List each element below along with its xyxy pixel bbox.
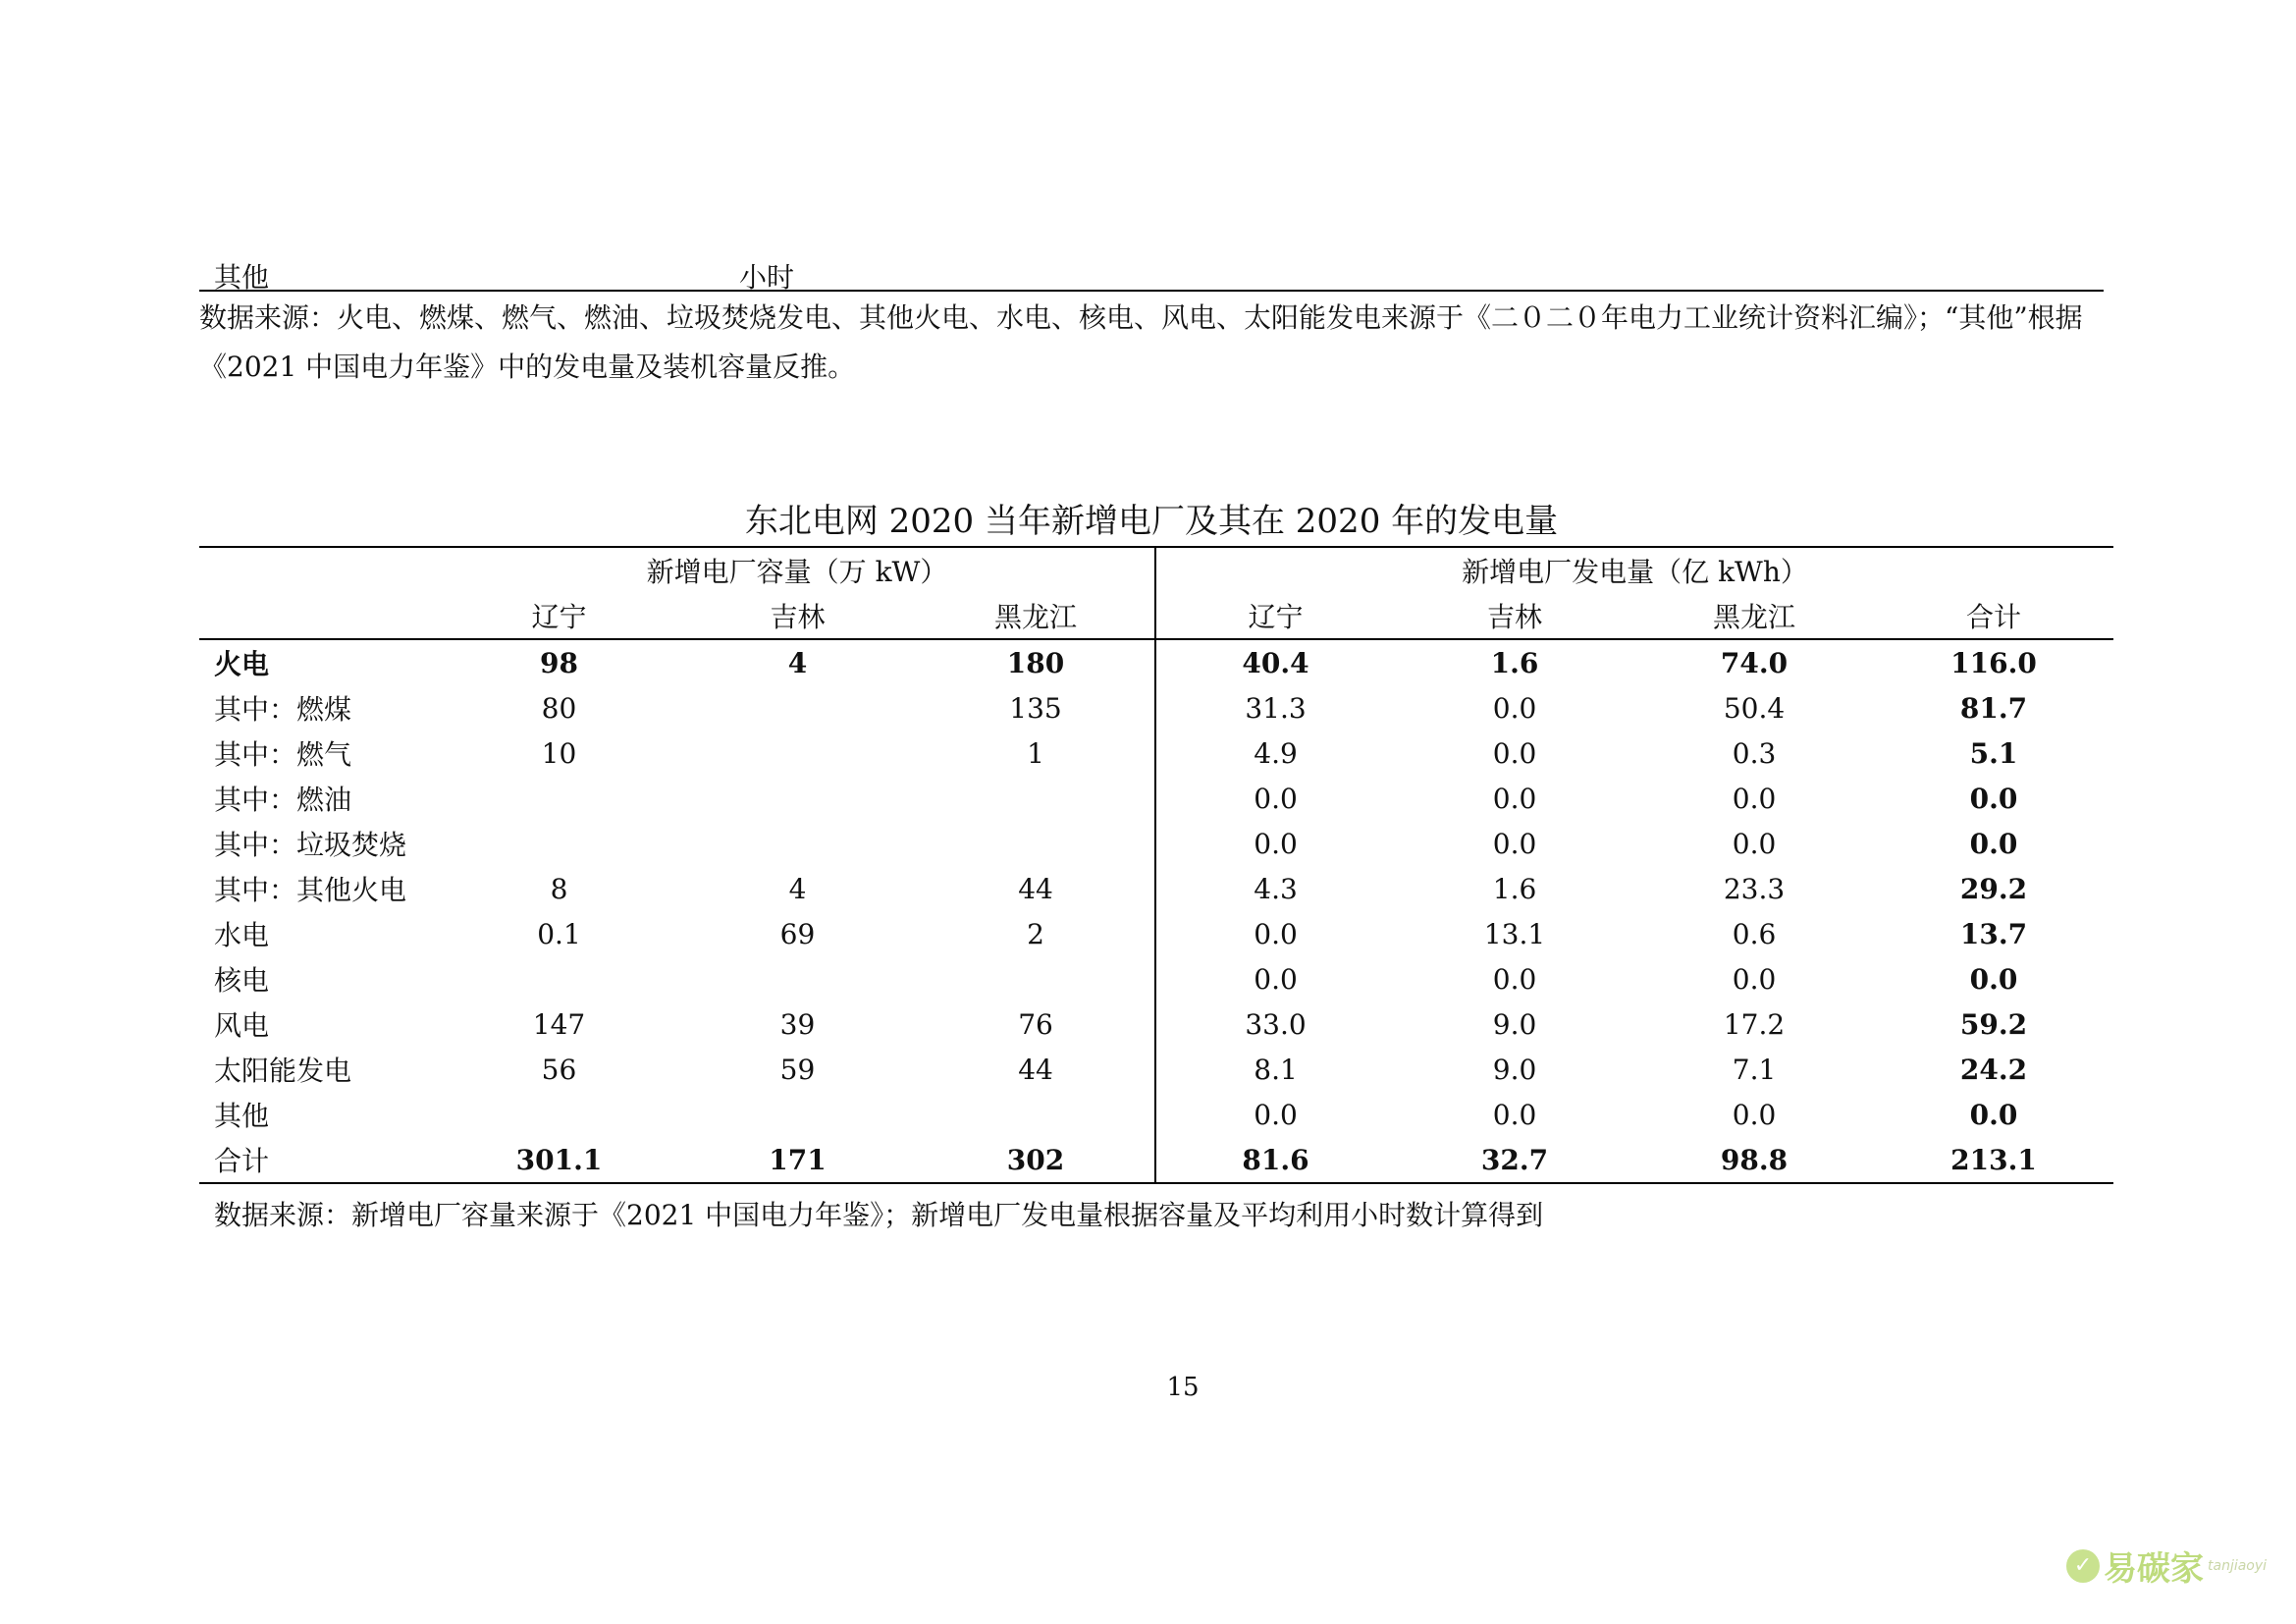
table-cell: 8 [550, 872, 568, 905]
table-cell: 5.1 [1969, 736, 2018, 770]
table-cell [440, 776, 678, 821]
table-cell: 8.1 [1155, 1047, 1395, 1092]
table-cell [440, 1092, 678, 1137]
group-header-capacity: 新增电厂容量（万 kW） [440, 547, 1155, 593]
column-header: 辽宁 [440, 593, 678, 639]
column-header: 吉林 [1395, 593, 1634, 639]
watermark-subtext: tanjiaoyi [2208, 1557, 2268, 1574]
column-header: 黑龙江 [1634, 593, 1874, 639]
table-cell: 29.2 [1959, 872, 2028, 905]
table-group-header-row [199, 547, 2113, 593]
data-table-wrapper [199, 546, 2104, 1184]
table-cell: 10 [541, 736, 577, 770]
continuation-unit: 小时 [739, 261, 795, 294]
table-row [199, 776, 2113, 821]
table-cell [678, 685, 917, 731]
table-cell [678, 956, 917, 1001]
table-cell [917, 821, 1155, 866]
row-label: 合计 [199, 1137, 440, 1183]
table-cell: 50.4 [1723, 691, 1786, 725]
table-cell: 0.0 [1492, 691, 1537, 725]
table-cell [917, 1092, 1155, 1137]
table-cell: 0.0 [1155, 956, 1395, 1001]
table-cell: 0.0 [1492, 736, 1537, 770]
table-cell: 0.0 [1732, 782, 1777, 815]
table-cell: 44 [1018, 872, 1053, 905]
table-cell: 74.0 [1720, 646, 1789, 679]
table-row [199, 1001, 2113, 1047]
table-cell: 0.0 [1492, 782, 1537, 815]
table-cell: 98.8 [1634, 1137, 1874, 1183]
table-cell: 2 [1027, 917, 1044, 950]
column-header: 黑龙江 [917, 593, 1155, 639]
table-cell: 13.7 [1959, 917, 2028, 950]
table-cell: 0.0 [1155, 911, 1395, 956]
table-cell [440, 956, 678, 1001]
row-label: 其中：燃气 [214, 738, 352, 771]
table-cell: 0.0 [1969, 1098, 2018, 1131]
table-cell: 0.0 [1155, 1092, 1395, 1137]
table-cell [678, 821, 917, 866]
table-cell: 1.6 [1492, 872, 1537, 905]
table-cell: 59.2 [1959, 1007, 2028, 1041]
table-row [199, 639, 2113, 685]
table-cell: 44 [1018, 1053, 1053, 1086]
table-column-header-row [199, 593, 2113, 639]
group-header-generation: 新增电厂发电量（亿 kWh） [1155, 547, 2113, 593]
table-row [199, 821, 2113, 866]
table-row [199, 1092, 2113, 1137]
row-label: 太阳能发电 [214, 1055, 352, 1087]
data-table [199, 546, 2113, 1184]
page-number: 15 [1166, 1373, 1200, 1402]
table-cell: 32.7 [1395, 1137, 1634, 1183]
table-cell: 4 [787, 646, 808, 679]
row-label: 风电 [214, 1009, 270, 1042]
source-note-bottom: 数据来源：新增电厂容量来源于《2021 中国电力年鉴》；新增电厂发电量根据容量及平均利用小时数计算得到 [214, 1199, 1544, 1231]
header-blank-cell [199, 593, 440, 639]
row-label: 其他 [214, 1100, 270, 1132]
table-cell: 98 [540, 646, 578, 679]
row-label: 水电 [214, 919, 270, 951]
table-cell: 0.1 [537, 917, 581, 950]
table-cell: 4.3 [1155, 866, 1395, 911]
table-cell: 0.0 [1155, 821, 1395, 866]
table-cell [917, 776, 1155, 821]
table-cell: 0.0 [1732, 962, 1777, 996]
table-cell [678, 731, 917, 776]
table-cell: 0.0 [1492, 1098, 1537, 1131]
table-row [199, 866, 2113, 911]
table-cell: 213.1 [1874, 1137, 2113, 1183]
source-note-top: 数据来源：火电、燃煤、燃气、燃油、垃圾焚烧发电、其他火电、水电、核电、风电、太阳能发电来源于《二０二０年电力工业统计资料汇编》；“其他”根据《2021 中国电力年鉴》中的发电量及装机容量反推。 [199, 301, 2083, 383]
table-cell: 0.0 [1969, 782, 2018, 815]
continuation-label: 其他 [214, 261, 270, 294]
table-cell: 4.9 [1155, 731, 1395, 776]
table-cell: 147 [532, 1007, 586, 1041]
table-cell: 171 [678, 1137, 917, 1183]
table-cell: 33.0 [1155, 1001, 1395, 1047]
table-cell: 0.0 [1732, 1098, 1777, 1131]
table-cell: 13.1 [1483, 917, 1546, 950]
table-cell [440, 821, 678, 866]
row-label: 核电 [214, 964, 270, 997]
table-row [199, 911, 2113, 956]
table-cell: 56 [541, 1053, 577, 1086]
column-header: 辽宁 [1155, 593, 1395, 639]
table-row [199, 731, 2113, 776]
table-cell: 9.0 [1492, 1007, 1537, 1041]
watermark-logo [2066, 1542, 2267, 1590]
column-header: 合计 [1874, 593, 2113, 639]
table-cell: 0.6 [1732, 917, 1777, 950]
table-cell: 0.0 [1492, 962, 1537, 996]
table-cell: 69 [779, 917, 816, 950]
table-cell: 81.7 [1959, 691, 2028, 725]
table-cell: 23.3 [1723, 872, 1786, 905]
row-label: 其中：垃圾焚烧 [214, 829, 407, 861]
table-cell: 135 [1009, 691, 1062, 725]
continuation-row [199, 250, 2104, 292]
table-cell: 76 [1018, 1007, 1053, 1041]
table-row [199, 1137, 2113, 1183]
watermark-text: 易碳家 [2104, 1549, 2204, 1589]
table-cell [917, 956, 1155, 1001]
table-cell: 31.3 [1155, 685, 1395, 731]
table-cell: 81.6 [1155, 1137, 1395, 1183]
table-cell: 1 [1027, 736, 1044, 770]
table-title: 东北电网 2020 当年新增电厂及其在 2020 年的发电量 [744, 502, 1559, 541]
table-row [199, 685, 2113, 731]
table-cell: 0.0 [1732, 827, 1777, 860]
table-cell: 7.1 [1732, 1053, 1777, 1086]
table-cell: 180 [1006, 646, 1065, 679]
table-cell: 39 [779, 1007, 816, 1041]
table-cell: 0.3 [1732, 736, 1777, 770]
table-cell: 24.2 [1959, 1053, 2028, 1086]
table-cell: 17.2 [1723, 1007, 1786, 1041]
row-label: 火电 [214, 648, 270, 680]
table-cell: 40.4 [1155, 639, 1395, 685]
leaf-check-icon: ✓ [2066, 1549, 2100, 1583]
table-cell: 0.0 [1969, 827, 2018, 860]
table-cell: 1.6 [1490, 646, 1539, 679]
table-cell: 0.0 [1155, 776, 1395, 821]
table-cell: 301.1 [440, 1137, 678, 1183]
table-cell: 59 [779, 1053, 816, 1086]
table-cell: 9.0 [1492, 1053, 1537, 1086]
row-label: 其中：其他火电 [214, 874, 407, 906]
table-row [199, 956, 2113, 1001]
table-cell: 0.0 [1492, 827, 1537, 860]
table-body [199, 639, 2113, 1183]
table-cell [678, 1092, 917, 1137]
table-cell: 4 [788, 872, 807, 905]
table-cell: 0.0 [1969, 962, 2018, 996]
table-row [199, 1047, 2113, 1092]
table-cell [678, 776, 917, 821]
table-cell: 80 [541, 691, 577, 725]
header-blank-cell [199, 547, 440, 593]
row-label: 其中：燃煤 [214, 693, 352, 726]
column-header: 吉林 [678, 593, 917, 639]
table-cell: 116.0 [1950, 646, 2037, 679]
row-label: 其中：燃油 [214, 784, 352, 816]
table-cell: 302 [917, 1137, 1155, 1183]
